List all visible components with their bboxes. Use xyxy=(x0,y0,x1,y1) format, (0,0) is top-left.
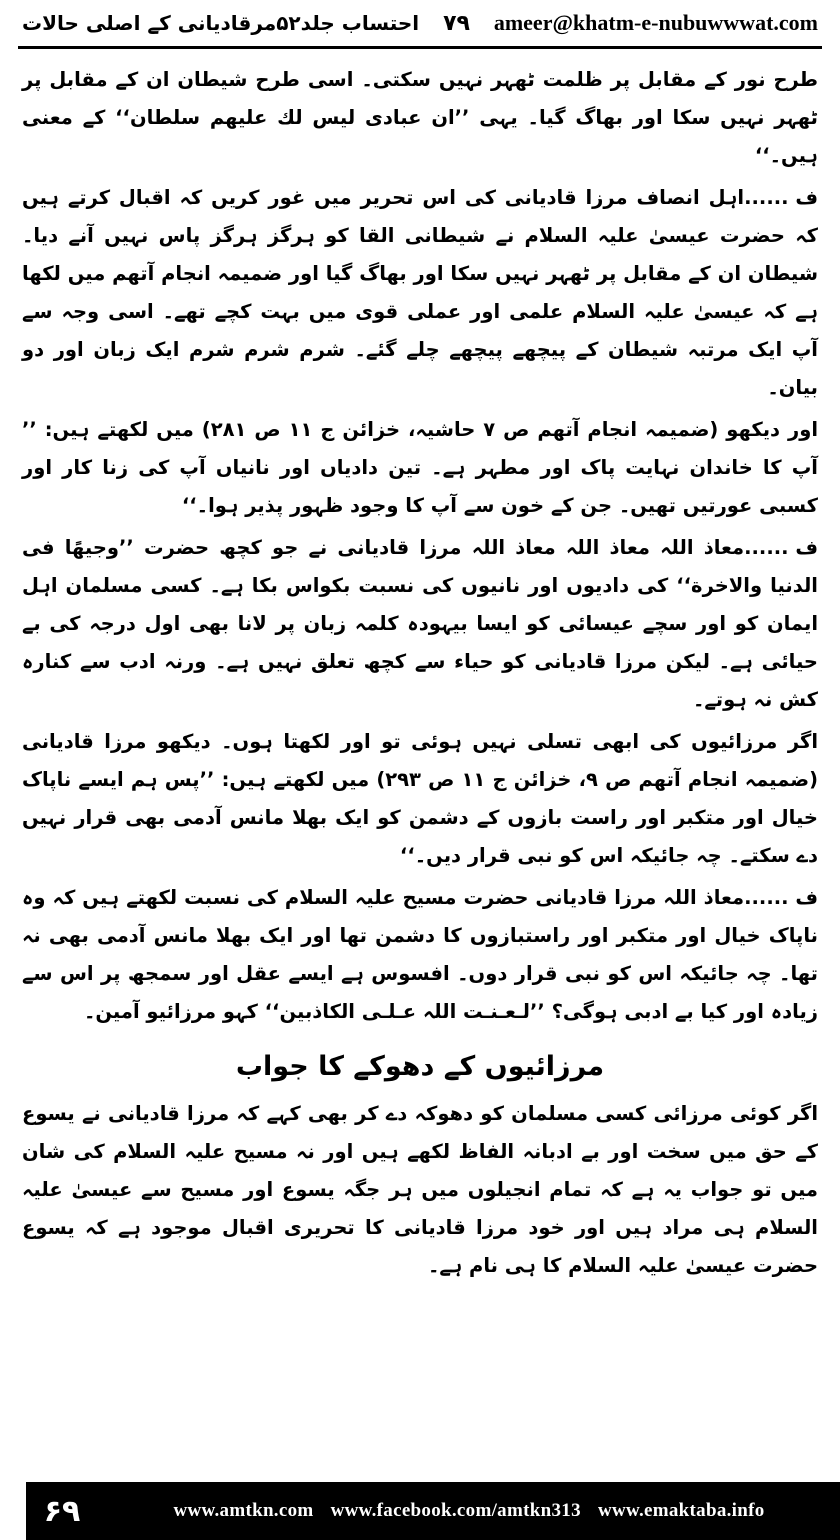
paragraph xyxy=(22,723,818,875)
paragraph-lead: ف ...... xyxy=(744,536,818,560)
paragraph-text: اگر مرزائیوں کی ابھی تسلی نہیں ہوئی تو اور لکھتا ہوں۔ دیکھو مرزا قادیانی (ضمیمہ انجام آتھم ص ۹، خزائن ج ۱۱ ص ۲۹۳) میں لکھتے ہیں: ’’پس ہم ایسے ناپاک خیال اور متکبر اور راست بازوں کے دشمن کو ایک بھلا مانس آدمی بھی قرار نہیں دے سکتے۔ چہ جائیکہ اس کو نبی قرار دیں۔‘‘ xyxy=(22,730,818,868)
paragraph-text: اور دیکھو (ضمیمہ انجام آتھم ص ۷ حاشیہ، خزائن ج ۱۱ ص ۲۸۱) میں لکھتے ہیں: ’’ آپ کا خاندان نہایت پاک اور مطہر ہے۔ تین دادیاں اور نانیاں آپ کی زنا کار اور کسبی عورتیں تھیں۔ جن کے خون سے آپ کا وجود ظہور پذیر ہوا۔‘‘ xyxy=(22,418,819,518)
paragraph-text: معاذ اللہ معاذ اللہ معاذ اللہ مرزا قادیانی نے جو کچھ حضرت ’’وجيهًا فى الدنيا والاخرة‘‘ کی دادیوں اور نانیوں کی نسبت بکواس بکا ہے۔ کسی مسلمان اہل ایمان کو اور سچے عیسائی کو ایسا بیہودہ کلمہ زبان پر لانا بھی اول درجہ کی بے حیائی ہے۔ لیکن مرزا قادیانی کو حیاء سے کچھ تعلق نہیں ہے۔ ورنہ ادب سے کنارہ کش نہ ہوتے۔ xyxy=(22,536,818,712)
paragraph xyxy=(22,411,818,525)
page-footer xyxy=(0,1482,840,1540)
contact-email: ameer@khatm-e-nubuwwwat.com xyxy=(493,10,818,35)
footer-link-amtkn[interactable]: www.amtkn.com xyxy=(173,1500,314,1521)
paragraph-text: اہل انصاف مرزا قادیانی کی اس تحریر میں غور کریں کہ اقبال کرتے ہیں کہ حضرت عیسیٰ علیہ السلام نے شیطانی القا کو ہرگز ہرگز پاس نہیں آنے دیا۔ شیطان ان کے مقابل پر ٹھہر نہیں سکا اور بھاگ گیا اور ضمیمہ انجام آتھم میں لکھا ہے کہ عیسیٰ علیہ السلام علمی اور عملی قوی میں بہت کچے تھے۔ اسی وجہ سے آپ ایک مرتبہ شیطان کے پیچھے پیچھے چلے گئے۔ شرم شرم شرم ایک زبان اور دو بیان۔ xyxy=(22,186,818,400)
footer-link-emaktaba[interactable]: www.emaktaba.info xyxy=(597,1500,765,1521)
footer-spacer xyxy=(0,1482,26,1540)
page-content xyxy=(0,49,840,1540)
paragraph xyxy=(22,179,818,407)
paragraph-lead: ف ...... xyxy=(744,886,818,910)
paragraph xyxy=(22,879,818,1031)
page-number-badge: ۶۹ xyxy=(26,1482,98,1540)
footer-link-bar xyxy=(98,1482,840,1540)
footer-link-facebook[interactable]: www.facebook.com/amtkn313 xyxy=(330,1500,581,1521)
closing-paragraph xyxy=(22,1095,818,1285)
paragraph xyxy=(22,529,818,719)
header-page-marker: ۷۹ xyxy=(443,10,470,36)
paragraph-text: معاذ اللہ مرزا قادیانی حضرت مسیح علیہ السلام کی نسبت لکھتے ہیں کہ وہ ناپاک خیال اور متکبر اور راستبازوں کا دشمن تھا اور ایک بھلا مانس آدمی بھی نہ تھا۔ چہ جائیکہ اس کو نبی قرار دوں۔ افسوس ہے ایسے عقل اور سمجھ پر اس سے زیادہ اور کیا بے ادبی ہوگی؟ ’’لـعـنـت اللہ عـلـى الكاذبين‘‘ کہو مرزائیو آمین۔ xyxy=(22,886,818,1024)
footer-links xyxy=(167,1500,770,1522)
book-title: احتساب جلد۵۲مرقادیانی کے اصلی حالات xyxy=(22,11,420,35)
paragraph-text: اگر کوئی مرزائی کسی مسلمان کو دھوکہ دے کر بھی کہے کہ مرزا قادیانی نے یسوع کے حق میں سخت اور بے ادبانہ الفاظ لکھے ہیں اور نہ مسیح علیہ السلام کی شان میں تو جواب یہ ہے کہ تمام انجیلوں میں ہر جگہ یسوع اور مسیح سے عیسیٰ علیہ السلام ہی مراد ہیں اور خود مرزا قادیانی کا تحریری اقبال موجود ہے کہ یسوع حضرت عیسیٰ علیہ السلام کا ہی نام ہے۔ xyxy=(22,1101,818,1277)
paragraph-text: طرح نور کے مقابل پر ظلمت ٹھہر نہیں سکتی۔ اسی طرح شیطان ان کے مقابل پر ٹھہر نہیں سکا اور بھاگ گیا۔ یہی ’’ان عبادی لیس لك عليهم سلطان‘‘ کے معنی ہیں۔‘‘ xyxy=(22,68,818,168)
paragraph xyxy=(22,61,818,175)
paragraph-lead: ف ...... xyxy=(744,186,818,210)
page-header xyxy=(0,0,840,42)
section-heading: مرزائیوں کے دھوکے کا جواب xyxy=(235,1051,605,1083)
